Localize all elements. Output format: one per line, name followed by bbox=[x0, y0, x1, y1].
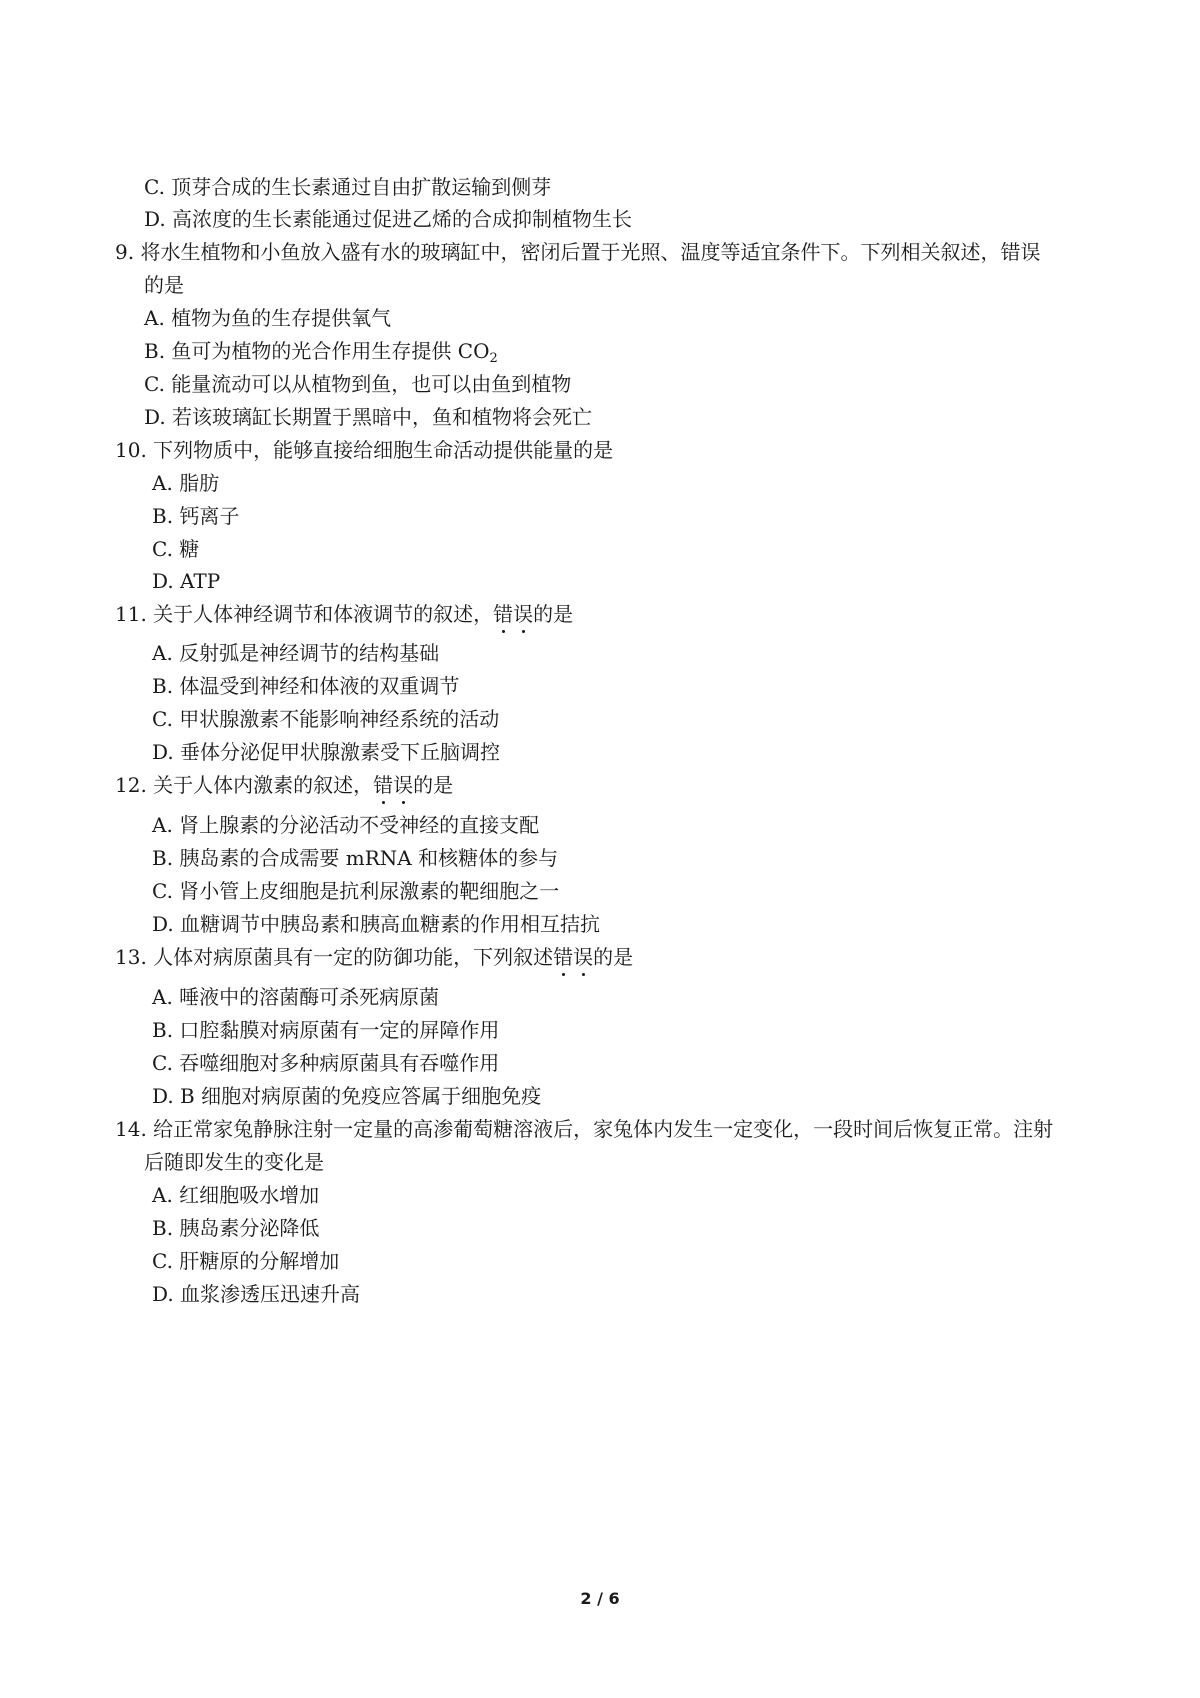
q12-option-c: C. 肾小管上皮细胞是抗利尿激素的靶细胞之一 bbox=[152, 879, 560, 903]
q11-option-d: D. 垂体分泌促甲状腺激素受下丘脑调控 bbox=[152, 740, 501, 764]
q9-stem-line2: 的是 bbox=[144, 273, 184, 297]
q8-option-d: D. 高浓度的生长素能通过促进乙烯的合成抑制植物生长 bbox=[144, 207, 633, 231]
q14-option-a: A. 红细胞吸水增加 bbox=[152, 1183, 320, 1207]
q10-option-d: D. ATP bbox=[152, 569, 221, 593]
q11-option-b: B. 体温受到神经和体液的双重调节 bbox=[152, 674, 460, 698]
q13-option-a: A. 唾液中的溶菌酶可杀死病原菌 bbox=[152, 985, 440, 1009]
q10-option-c: C. 糖 bbox=[152, 537, 200, 561]
q12-emphasis-char-1: 错 bbox=[373, 773, 394, 797]
q8-option-c: C. 顶芽合成的生长素通过自由扩散运输到侧芽 bbox=[144, 175, 552, 199]
q9-option-b-text: B. 鱼可为植物的光合作用生存提供 CO bbox=[144, 339, 490, 363]
q14-option-b: B. 胰岛素分泌降低 bbox=[152, 1216, 320, 1240]
q9-option-d: D. 若该玻璃缸长期置于黑暗中，鱼和植物将会死亡 bbox=[144, 405, 593, 429]
q14-stem-line1: 14. 给正常家兔静脉注射一定量的高渗葡萄糖溶液后，家兔体内发生一定变化，一段时间后恢复正常。注射 bbox=[115, 1117, 1054, 1141]
q9-option-a: A. 植物为鱼的生存提供氧气 bbox=[144, 306, 392, 330]
q12-option-a: A. 肾上腺素的分泌活动不受神经的直接支配 bbox=[152, 813, 540, 837]
q13-emphasis-char-1: 错 bbox=[553, 945, 574, 969]
q13-stem-suffix: 的是 bbox=[593, 945, 634, 969]
q13-emphasis-char-2: 误 bbox=[573, 945, 594, 969]
page-number: 2 / 6 bbox=[580, 1589, 620, 1608]
q11-option-c: C. 甲状腺激素不能影响神经系统的活动 bbox=[152, 707, 500, 731]
q13-stem-prefix: 13. 人体对病原菌具有一定的防御功能，下列叙述 bbox=[115, 945, 554, 969]
q11-emphasis-char-1: 错 bbox=[493, 602, 514, 626]
q9-option-b bbox=[144, 338, 498, 364]
q11-option-a: A. 反射弧是神经调节的结构基础 bbox=[152, 641, 440, 665]
q14-option-d: D. 血浆渗透压迅速升高 bbox=[152, 1282, 361, 1306]
q10-option-a: A. 脂肪 bbox=[152, 471, 220, 495]
q12-stem-prefix: 12. 关于人体内激素的叙述， bbox=[115, 773, 374, 797]
q12-stem-suffix: 的是 bbox=[413, 773, 454, 797]
q13-option-b: B. 口腔黏膜对病原菌有一定的屏障作用 bbox=[152, 1018, 500, 1042]
q14-option-c: C. 肝糖原的分解增加 bbox=[152, 1249, 340, 1273]
q13-option-d: D. B 细胞对病原菌的免疫应答属于细胞免疫 bbox=[152, 1084, 542, 1108]
q11-stem bbox=[115, 601, 573, 627]
q13-option-c: C. 吞噬细胞对多种病原菌具有吞噬作用 bbox=[152, 1051, 500, 1075]
q10-stem: 10. 下列物质中，能够直接给细胞生命活动提供能量的是 bbox=[115, 438, 614, 462]
q12-option-b: B. 胰岛素的合成需要 mRNA 和核糖体的参与 bbox=[152, 846, 559, 870]
q10-option-b: B. 钙离子 bbox=[152, 504, 240, 528]
q9-option-b-subscript: 2 bbox=[489, 351, 498, 366]
q14-stem-line2: 后随即发生的变化是 bbox=[144, 1150, 324, 1174]
q13-stem bbox=[115, 944, 633, 970]
q12-stem bbox=[115, 772, 453, 798]
q11-stem-suffix: 的是 bbox=[533, 602, 574, 626]
q12-emphasis-char-2: 误 bbox=[393, 773, 414, 797]
q9-option-c: C. 能量流动可以从植物到鱼，也可以由鱼到植物 bbox=[144, 372, 572, 396]
q11-emphasis-char-2: 误 bbox=[513, 602, 534, 626]
q11-stem-prefix: 11. 关于人体神经调节和体液调节的叙述， bbox=[115, 602, 494, 626]
q9-stem-line1: 9. 将水生植物和小鱼放入盛有水的玻璃缸中，密闭后置于光照、温度等适宜条件下。下列相关叙述，错误 bbox=[115, 240, 1041, 264]
q12-option-d: D. 血糖调节中胰岛素和胰高血糖素的作用相互拮抗 bbox=[152, 912, 601, 936]
